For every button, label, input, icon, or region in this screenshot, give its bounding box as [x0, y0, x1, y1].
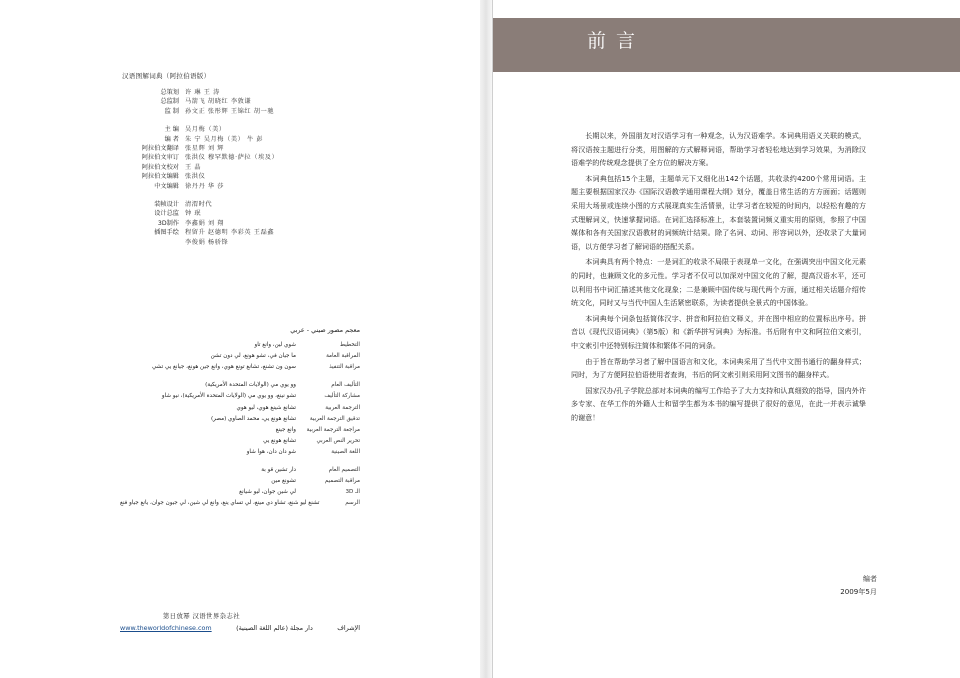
arabic-credit-names: لي شين جوان، ليو شيانغ: [239, 489, 296, 496]
credit-role: 阿拉伯文编辑: [141, 173, 179, 181]
arabic-credit-role: تحرير النص العربي: [316, 437, 360, 444]
signature-date: 2009年5月: [840, 587, 877, 596]
arabic-credit-row: [120, 487, 360, 498]
arabic-credit-names: شوي لين، وانغ تاو: [254, 342, 296, 349]
spacer: [120, 116, 380, 125]
arabic-credit-names: تشونغ مين: [271, 478, 296, 485]
credit-role: [120, 238, 185, 247]
arabic-credit-role: تدقيق الترجمة العربية: [309, 415, 360, 422]
credit-row: [120, 153, 380, 162]
arabic-credit-row: [120, 340, 360, 351]
arabic-credit-names: وو يوي مي (الولايات المتحدة الأمريكية): [205, 382, 296, 389]
credit-names: 李鑫娟 刘 翔: [185, 219, 225, 227]
preface-title: 前言: [587, 30, 646, 52]
arabic-credit-names: تشنغ ليو شنغ، تشاو دي مينغ، لي تساي ينغ، وانغ لي شين، لي جيون جوان، يانغ جياو فنغ: [120, 500, 320, 507]
credit-role: 插图手绘: [154, 229, 179, 237]
spacer: [120, 191, 380, 200]
preface-paragraph: 本词典包括15个主题，主题单元下又细化出142个话题，共收录约4200个常用词语。主题主要根据国家汉办《国际汉语教学通用课程大纲》划分，覆盖日常生活的方方面面；话题则采用大场景或连续小图的方式展现真实生活情景，让学习者在较短的时间内，以轻松有趣的方式理解词义，快速掌握词语。在词汇选择标准上，本套装置词频义重实用的原则，参照了中国媒体和各有关国家汉语教材的词频统计结果。除了名词、动词、形容词以外，还收录了大量词语，以方便学习者了解词语的搭配关系。: [571, 173, 866, 251]
arabic-credit-row: [120, 436, 360, 447]
credit-names: 张洪仪 穆罕默德·萨拉（埃及）: [185, 154, 279, 162]
signature-block: [787, 572, 877, 598]
credit-names: 许 琳 王 涛: [185, 89, 220, 96]
arabic-credit-names: دار تشين قو بة: [261, 467, 296, 474]
credit-row: [120, 163, 380, 172]
credit-row: [120, 88, 380, 97]
publisher-arabic: دار مجلة (عالم اللغة الصينية): [236, 624, 313, 632]
arabic-credit-role: مراقبة التصميم: [324, 478, 360, 485]
book-gutter: [480, 0, 492, 678]
credit-role: 主 编: [164, 126, 179, 134]
arabic-credit-names: سون ون تشنغ، تشانغ تونغ هوي، وانغ جين هونغ، جيانغ يي تشي: [151, 364, 296, 371]
arabic-credit-role: الـ 3D: [345, 489, 360, 496]
preface-paragraph: 由于旨在帮助学习者了解中国语言和文化，本词典采用了当代中文图书通行的翻身样式；同时，为了方便阿拉伯语使用者查询，书后的阿文索引则采用阿文图书的翻身样式。: [571, 356, 866, 380]
credit-role: 阿拉伯文校对: [141, 163, 179, 171]
publisher-url[interactable]: www.theworldofchinese.com: [120, 624, 212, 632]
arabic-credits: [120, 325, 360, 509]
book-title: 汉语图解词典（阿拉伯语版）: [122, 72, 211, 80]
credit-row: [120, 107, 380, 116]
arabic-credit-row: [120, 414, 360, 425]
preface-paragraph: 国家汉办/孔子学院总部对本词典的编写工作给予了大力支持和认真细致的指导，国内外许多专家、在华工作的外籍人士和留学生都为本书的编写提供了很好的意见，在此一并表示诚挚的谢意！: [571, 385, 866, 422]
credit-row: [120, 97, 380, 106]
credit-row: [120, 238, 380, 247]
credit-names: 张星辉 刘 辉: [185, 145, 225, 153]
arabic-credit-names: ما جيان في، تشو هونغ، لي دون تشن: [210, 353, 296, 360]
arabic-credit-role: مراقبة التنفيذ: [329, 364, 360, 371]
publisher-arabic-label: الإشراف: [337, 624, 360, 632]
chinese-credits: [120, 88, 380, 247]
credit-names: 吴月梅（美）: [185, 126, 226, 134]
arabic-credit-role: الترجمة العربية: [325, 404, 360, 411]
credit-names: 钟 珉: [185, 210, 202, 218]
credit-row: [120, 228, 380, 237]
preface-body: [571, 129, 866, 426]
credit-row: [120, 219, 380, 228]
arabic-credit-role: المراقبة العامة: [326, 353, 360, 360]
arabic-credit-role: اللغة الصينية: [331, 448, 360, 455]
publisher-name: 第日放幂 汉语世界杂志社: [162, 612, 240, 620]
credit-names: 程留升 赵德明 李彩英 王磊鑫: [185, 229, 275, 237]
credit-row: [120, 125, 380, 134]
credit-row: [120, 135, 380, 144]
credit-role: 3D制作: [157, 219, 179, 227]
credit-role: 总策划: [160, 89, 179, 96]
arabic-credit-role: مراجعة الترجمة العربية: [306, 426, 360, 433]
arabic-credit-row: [120, 425, 360, 436]
arabic-book-title: معجم مصور صيني - عربي: [290, 326, 360, 334]
spacer: [120, 373, 360, 380]
title-banner: [493, 18, 960, 72]
credit-role: 设计总监: [154, 210, 179, 218]
arabic-credit-names: تشانغ هونغ يي: [263, 437, 296, 444]
publisher-block: [120, 610, 360, 634]
publisher-line: [120, 622, 360, 634]
preface-page: [492, 0, 960, 678]
credit-role: 阿拉伯文审订: [141, 154, 179, 162]
credit-names: 王 晶: [185, 163, 202, 171]
arabic-credit-role: الرسم: [345, 500, 360, 507]
arabic-credit-row: [120, 380, 360, 391]
arabic-credit-row: [120, 447, 360, 458]
preface-paragraph: 本词典每个词条包括简体汉字、拼音和阿拉伯文释义，并在图中相应的位置标出序号。拼音以《现代汉语词典》（第5版）和《新华拼写词典》为标准。书后附有中文和阿拉伯文索引，中文索引中还特别标注简体和繁体不同的词条。: [571, 313, 866, 350]
credit-row: [120, 182, 380, 191]
credit-row: [120, 209, 380, 218]
preface-paragraph: 长期以来，外国朋友对汉语学习有一种观念，认为汉语难学。本词典用语义关联的模式，将汉语按主题进行分类，用图解的方式解释词语，帮助学习者轻松地达到学习效果，为消除汉语难学的传统观念提供了全方位的解决方案。: [571, 131, 866, 168]
credit-role: 编 者: [164, 135, 179, 143]
arabic-credit-names: تشانغ شينغ هوي، ليو هوي: [236, 404, 296, 411]
credit-role: 总监制: [160, 98, 179, 106]
arabic-credit-row: [120, 391, 360, 402]
arabic-credit-role: التأليف العام: [331, 382, 360, 389]
credit-row: [120, 144, 380, 153]
arabic-credit-row: [120, 351, 360, 362]
arabic-credit-row: [120, 362, 360, 373]
arabic-credit-row: [120, 498, 360, 509]
credit-names: 李俊娟 杨骄锋: [185, 238, 229, 246]
credit-row: [120, 200, 380, 209]
arabic-credit-names: وانغ جينغ: [275, 426, 296, 433]
arabic-credit-row: [120, 403, 360, 414]
arabic-credit-role: مشاركة التأليف: [324, 393, 360, 400]
credit-names: 朱 宁 吴月梅（美） 牛 彭: [185, 135, 264, 143]
credit-names: 马箭飞 胡晓红 李敦谦: [185, 98, 252, 106]
arabic-credit-row: [120, 465, 360, 476]
arabic-credit-row: [120, 476, 360, 487]
arabic-credit-role: التخطيط: [339, 342, 360, 349]
signature: 编者: [862, 574, 877, 583]
credit-role: 装帧设计: [154, 201, 179, 209]
credit-role: 监 制: [164, 107, 179, 115]
arabic-credit-names: شو دان دان، هوا شاو: [246, 448, 296, 455]
credit-names: 清渭时代: [185, 201, 213, 209]
arabic-credit-role: التصميم العام: [328, 467, 360, 474]
spacer: [120, 458, 360, 465]
credit-names: 徐丹丹 华 莎: [185, 182, 225, 190]
credit-names: 孙文正 张彤辉 王锦红 胡一驰: [185, 107, 275, 115]
preface-paragraph: 本词典具有两个特点：一是词汇的收录不局限于表现单一文化，在强调突出中国文化元素的同时，也兼顾文化的多元性。学习者不仅可以加深对中国文化的了解，提高汉语水平，还可以利用书中词汇描述其他文化现象；二是兼顾中国传统与现代两个方面，通过相关话题介绍传统文化，同时又与当代中国人生活紧密联系，为读者提供全景式的中国体验。: [571, 257, 866, 308]
arabic-credit-names: تشو نينغ، وو يوي مي (الولايات المتحدة الأمريكية)، نيو شاو: [161, 393, 296, 400]
arabic-credit-names: تشانغ هونغ يي، محمد الصاوي (مصر): [210, 415, 296, 422]
credit-names: 张洪仪: [185, 173, 206, 181]
credit-role: 中文编辑: [154, 182, 179, 190]
credit-role: 阿拉伯文翻译: [141, 145, 179, 153]
credit-row: [120, 172, 380, 181]
